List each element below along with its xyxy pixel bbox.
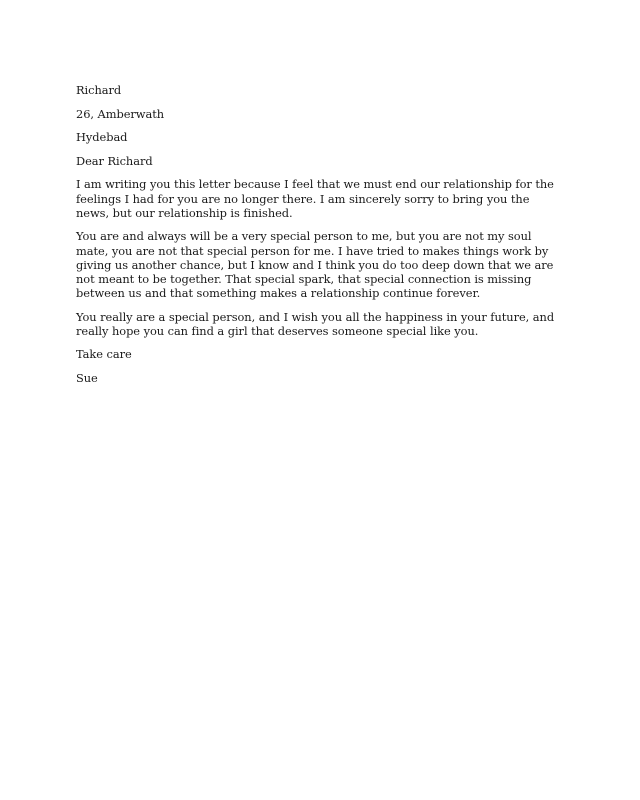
- address-line-1: 26, Amberwath: [76, 106, 165, 121]
- recipient-name: Richard: [76, 83, 122, 97]
- address-line-2: Hydebad: [76, 130, 128, 145]
- signature: Sue: [76, 371, 98, 386]
- paragraph-3: You really are a special person, and I wish you all the happiness in your future, and really hope you can find a girl that deserves someone special like you.: [76, 309, 555, 339]
- paragraph-1: I am writing you this letter because I feel that we must end our relationship for the feelings I had for you are no longer there. I am sincerely sorry to bring you the news, but our relationship is finished.: [76, 177, 554, 220]
- closing: Take care: [76, 347, 132, 362]
- paragraph-2: You are and always will be a very special person to me, but you are not my soul mate, you are not that special person for me. I have tried to makes things work by giving us another chance, but I know and I think you do too deep down that we are not meant to be together. That special spark, that special connection is missing between us and that something makes a relationship continue forever.: [76, 229, 554, 301]
- letter-body: [76, 83, 562, 385]
- salutation: Dear Richard: [76, 154, 153, 169]
